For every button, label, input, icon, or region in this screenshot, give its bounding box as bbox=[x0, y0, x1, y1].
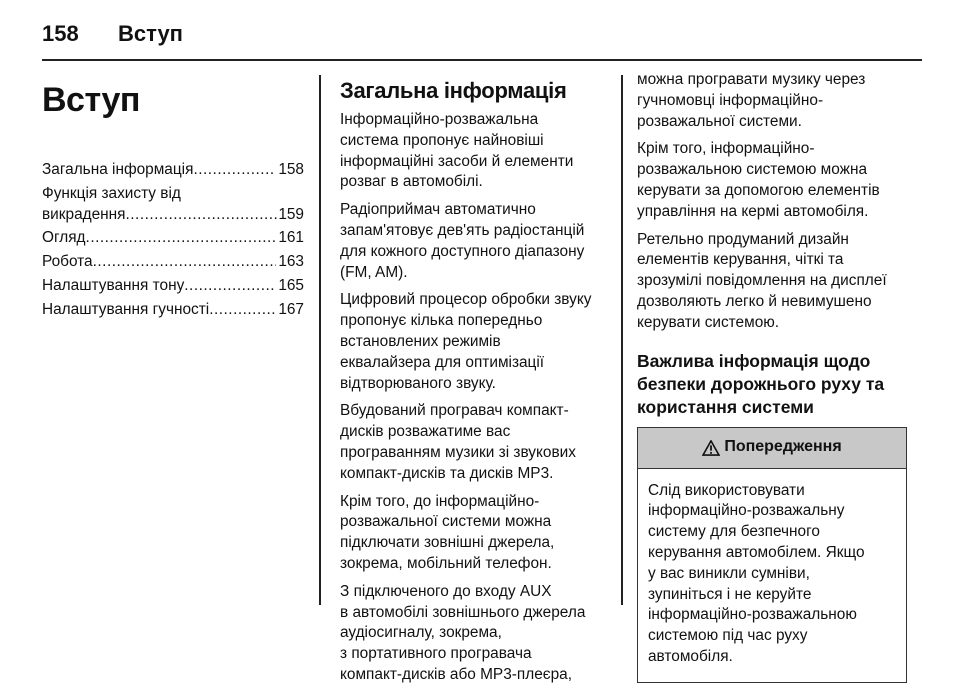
section-title: Вступ bbox=[42, 81, 140, 119]
toc-label: Огляд bbox=[42, 229, 86, 247]
header-title: Вступ bbox=[118, 21, 183, 46]
toc-label: Робота bbox=[42, 253, 93, 271]
safety-heading: Важлива інформація щодо безпеки дорожнього руху та користання системи bbox=[637, 350, 885, 417]
warning-box bbox=[637, 427, 907, 683]
paragraph: Крім того, до інформаційно- розважальної системи можна підключати зовнішні джерела, зокрема, мобільний телефон. bbox=[340, 492, 555, 572]
page-header bbox=[42, 14, 183, 54]
toc-page: 161 bbox=[278, 229, 304, 247]
warning-header bbox=[638, 428, 906, 469]
toc-page: 163 bbox=[278, 253, 304, 271]
toc-label: Функція захисту від bbox=[42, 184, 181, 202]
continued-column bbox=[637, 70, 907, 683]
toc-label: Налаштування гучності bbox=[42, 300, 210, 318]
general-info-column bbox=[340, 70, 608, 693]
page-number: 158 bbox=[42, 21, 79, 46]
paragraph: Цифровий процесор обробки звуку пропонує кілька попередньо встановлених режимів еквалайзера для оптимізації відтворюваного звуку. bbox=[340, 291, 592, 392]
warning-title: Попередження bbox=[724, 438, 842, 456]
column-divider bbox=[319, 75, 321, 605]
warning-triangle-icon bbox=[702, 440, 720, 456]
warning-body: Слід використовувати інформаційно-розважальну систему для безпечного керування автомобілем. Якщо у вас виникли сумніви, зупиніться і не керуйте інформаційно-розважальною системою під час руху автомобіля. bbox=[648, 481, 865, 665]
toc-item[interactable] bbox=[42, 276, 304, 297]
toc-page: 167 bbox=[278, 300, 304, 318]
paragraph: Радіоприймач автоматично запам'ятовує дев'ять радіостанцій для кожного доступного діапазону (FM, AM). bbox=[340, 201, 585, 281]
header-rule bbox=[42, 59, 922, 61]
toc-item[interactable] bbox=[42, 184, 304, 226]
paragraph: З підключеного до входу AUX в автомобілі зовнішнього джерела аудіосигналу, зокрема, з портативного програвача компакт-дисків або MP3-плеєра, bbox=[340, 582, 586, 683]
toc-item[interactable] bbox=[42, 252, 304, 273]
paragraph: Вбудований програвач компакт- дисків розважатиме вас програванням музики зі звукових компакт-дисків та дисків MP3. bbox=[340, 402, 576, 482]
toc-item[interactable] bbox=[42, 300, 304, 321]
toc-item[interactable] bbox=[42, 160, 304, 181]
toc-label-line2: викрадення bbox=[42, 205, 126, 223]
toc-item[interactable] bbox=[42, 228, 304, 249]
paragraph: Крім того, інформаційно- розважальною системою можна керувати за допомогою елементів управління на кермі автомобіля. bbox=[637, 140, 880, 220]
toc-page: 158 bbox=[278, 161, 304, 178]
toc-column bbox=[42, 70, 304, 324]
toc-page: 159 bbox=[278, 205, 304, 223]
toc-label: Загальна інформація bbox=[42, 161, 194, 178]
toc-page: 165 bbox=[278, 276, 304, 294]
toc-label: Налаштування тону bbox=[42, 276, 185, 294]
general-heading: Загальна інформація bbox=[340, 78, 567, 103]
paragraph: Інформаційно-розважальна система пропонує найновіші інформаційні засоби й елементи розваг в автомобілі. bbox=[340, 111, 574, 191]
paragraph: можна програвати музику через гучномовці інформаційно- розважальної системи. bbox=[637, 71, 866, 130]
column-divider bbox=[621, 75, 623, 605]
paragraph: Ретельно продуманий дизайн елементів керування, чіткі та зрозумілі повідомлення на дисплеї дозволяють легко й невимушено керувати системою. bbox=[637, 230, 887, 331]
